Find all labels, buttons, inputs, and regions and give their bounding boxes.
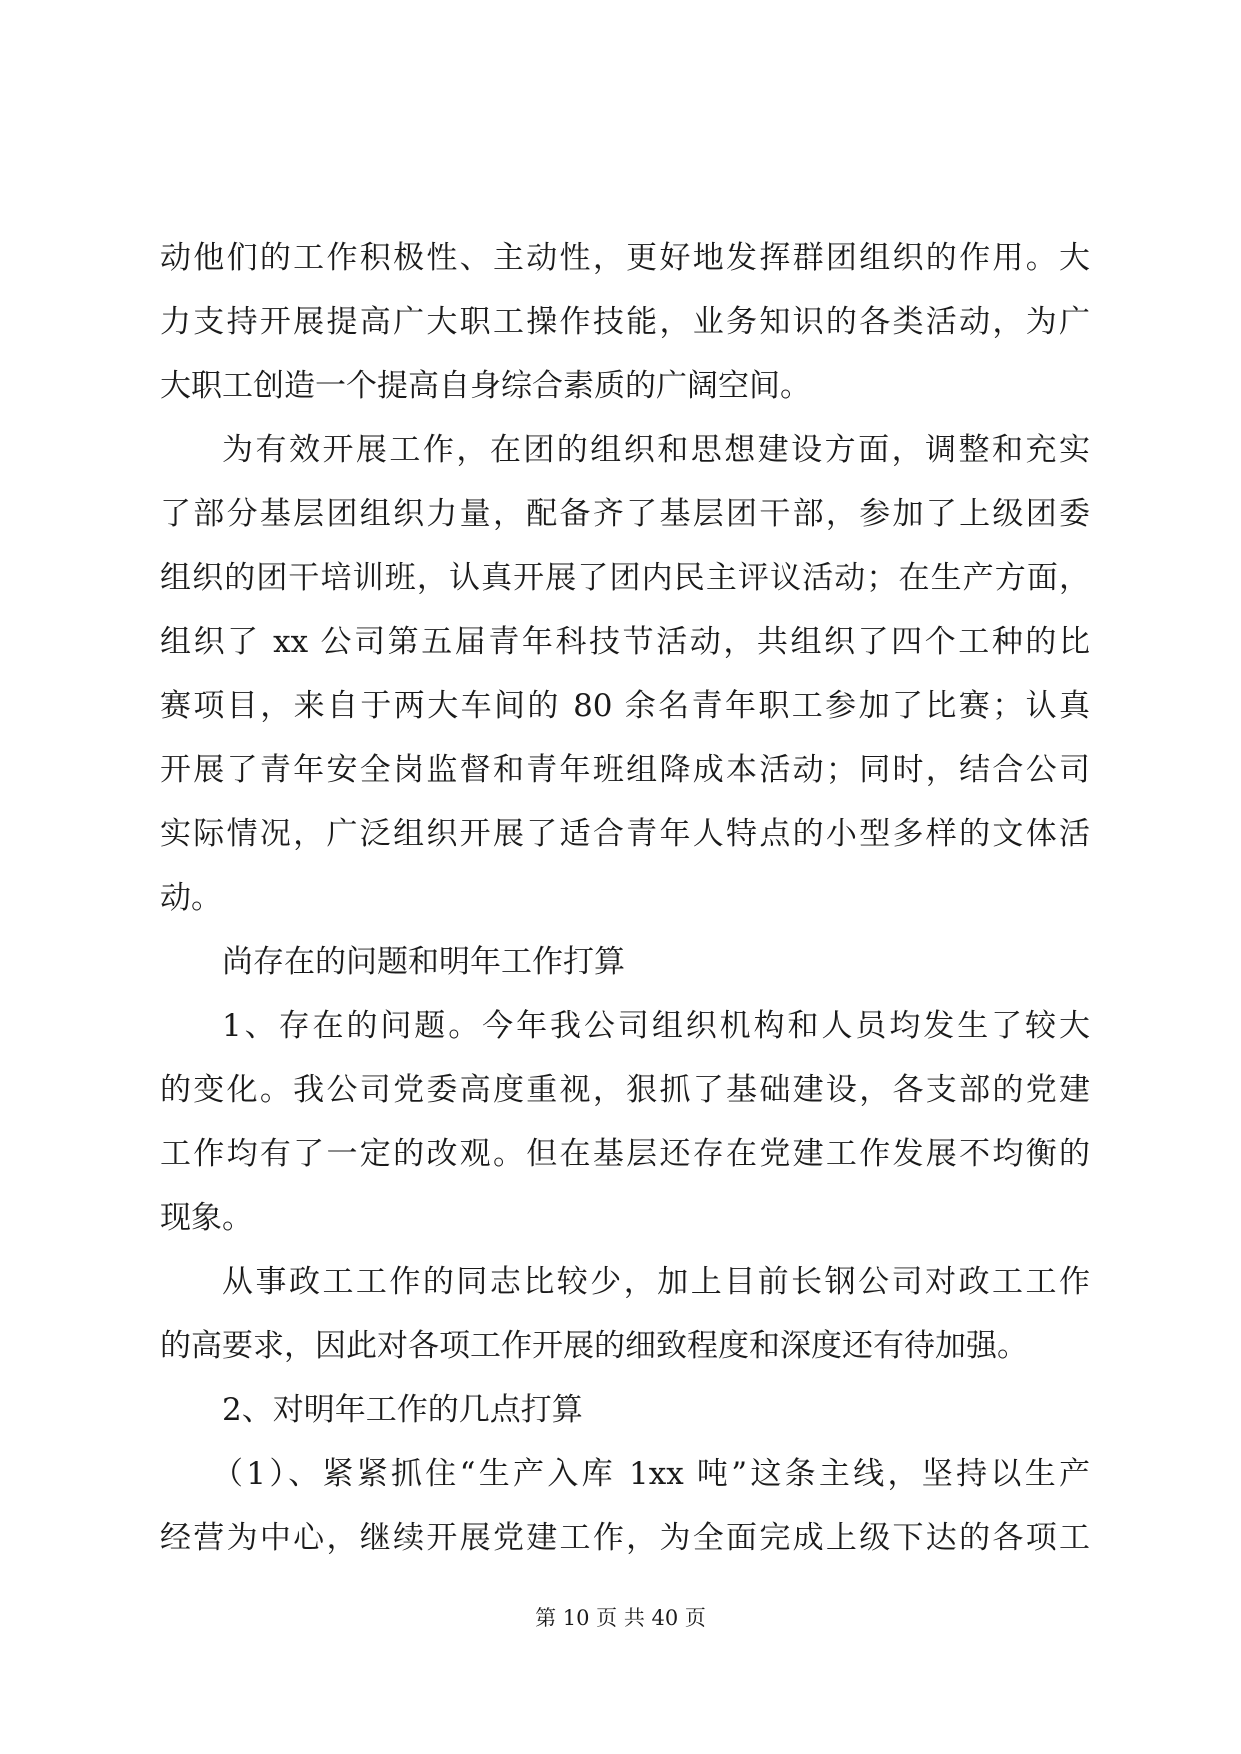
text-line: 的变化。我公司党委高度重视，狠抓了基础建设，各支部的党建 xyxy=(160,1072,1090,1108)
text-line: 开展了青年安全岗监督和青年班组降成本活动；同时，结合公司 xyxy=(160,752,1090,788)
text-line: （1）、紧紧抓住“生产入库 1xx 吨”这条主线，坚持以生产 xyxy=(212,1456,1090,1492)
subsection-heading: 2、对明年工作的几点打算 xyxy=(222,1392,583,1428)
text-line: 现象。 xyxy=(160,1200,253,1236)
text-line: 了部分基层团组织力量，配备齐了基层团干部，参加了上级团委 xyxy=(160,496,1090,532)
document-body xyxy=(160,226,1090,1570)
text-line: 大职工创造一个提高自身综合素质的广阔空间。 xyxy=(160,368,811,404)
text-line: 赛项目，来自于两大车间的 80 余名青年职工参加了比赛；认真 xyxy=(160,688,1090,724)
text-line: 工作均有了一定的改观。但在基层还存在党建工作发展不均衡的 xyxy=(160,1136,1090,1172)
text-line: 动。 xyxy=(160,880,222,916)
text-line: 动他们的工作积极性、主动性，更好地发挥群团组织的作用。大 xyxy=(160,240,1090,276)
text-line: 力支持开展提高广大职工操作技能，业务知识的各类活动，为广 xyxy=(160,304,1090,340)
text-line: 从事政工工作的同志比较少，加上目前长钢公司对政工工作 xyxy=(222,1264,1090,1300)
text-line: 经营为中心，继续开展党建工作，为全面完成上级下达的各项工 xyxy=(160,1520,1090,1556)
section-heading: 尚存在的问题和明年工作打算 xyxy=(222,944,625,980)
page-number-footer: 第 10 页 共 40 页 xyxy=(535,1606,706,1630)
text-line: 实际情况，广泛组织开展了适合青年人特点的小型多样的文体活 xyxy=(160,816,1090,852)
text-line: 组织的团干培训班，认真开展了团内民主评议活动；在生产方面， xyxy=(160,560,1090,596)
text-line: 的高要求，因此对各项工作开展的细致程度和深度还有待加强。 xyxy=(160,1328,1028,1364)
text-line: 1、存在的问题。今年我公司组织机构和人员均发生了较大 xyxy=(222,1008,1090,1044)
text-line: 为有效开展工作，在团的组织和思想建设方面，调整和充实 xyxy=(222,432,1090,468)
text-line: 组织了 xx 公司第五届青年科技节活动，共组织了四个工种的比 xyxy=(160,624,1090,660)
